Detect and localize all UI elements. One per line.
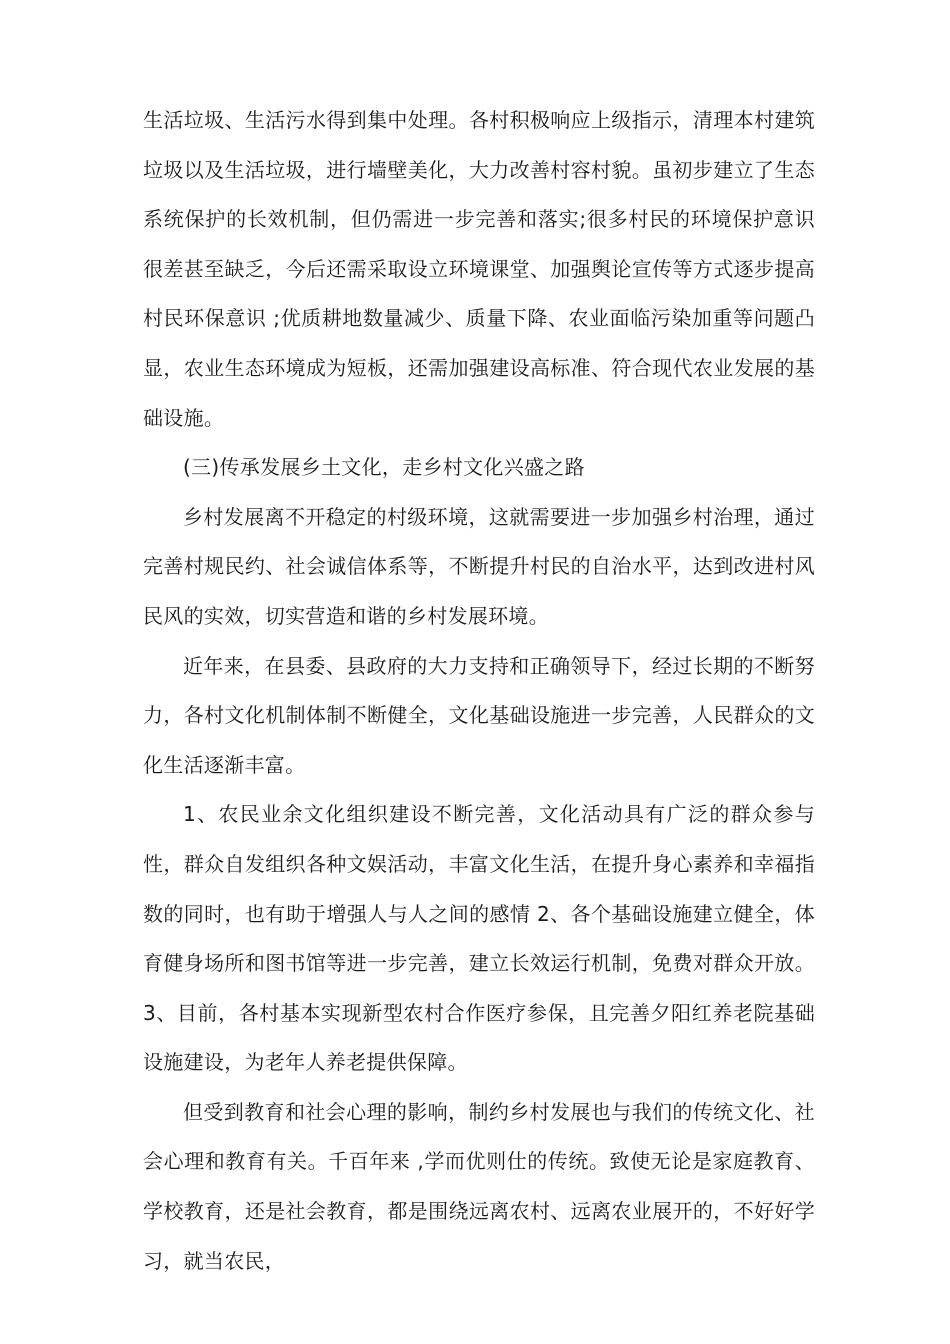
paragraph-continuation: 生活垃圾、生活污水得到集中处理。各村积极响应上级指示，清理本村建筑垃圾以及生活垃圾，进行墙壁美化，大力改善村容村貌。虽初步建立了生态系统保护的长效机制，但仍需进一步完善和落实;很多村民的环境保护意识很差甚至缺乏，今后还需采取设立环境课堂、加强舆论宣传等方式逐步提高村民环保意识 ;优质耕地数量减少、质量下降、农业面临污染加重等问题凸显，农业生态环境成为短板，还需加强建设高标准、符合现代农业发展的基础设施。 bbox=[143, 108, 815, 430]
section-heading: (三)传承发展乡土文化，走乡村文化兴盛之路 bbox=[183, 455, 585, 480]
paragraph: 1、农民业余文化组织建设不断完善，文化活动具有广泛的群众参与性，群众自发组织各种文娱活动，丰富文化生活，在提升身心素养和幸福指数的同时，也有助于增强人与人之间的感情 2、各个基础设施建立健全，体育健身场所和图书馆等进一步完善，建立长效运行机制，免费对群众开放。3、目前，各村基本实现新型农村合作医疗参保，且完善夕阳红养老院基础设施建设，为老年人养老提供保障。 bbox=[143, 802, 815, 1075]
document-body bbox=[143, 96, 815, 1286]
paragraph: 但受到教育和社会心理的影响，制约乡村发展也与我们的传统文化、社会心理和教育有关。千百年来 ,学而优则仕的传统。致使无论是家庭教育、学校教育，还是社会教育，都是围绕远离农村、远离农业展开的，不好好学习，就当农民， bbox=[143, 1099, 815, 1273]
paragraph: 乡村发展离不开稳定的村级环境，这就需要进一步加强乡村治理，通过完善村规民约、社会诚信体系等，不断提升村民的自治水平，达到改进村风民风的实效，切实营造和谐的乡村发展环境。 bbox=[143, 504, 815, 628]
paragraph: 近年来，在县委、县政府的大力支持和正确领导下，经过长期的不断努力，各村文化机制体制不断健全，文化基础设施进一步完善，人民群众的文化生活逐渐丰富。 bbox=[143, 653, 815, 777]
